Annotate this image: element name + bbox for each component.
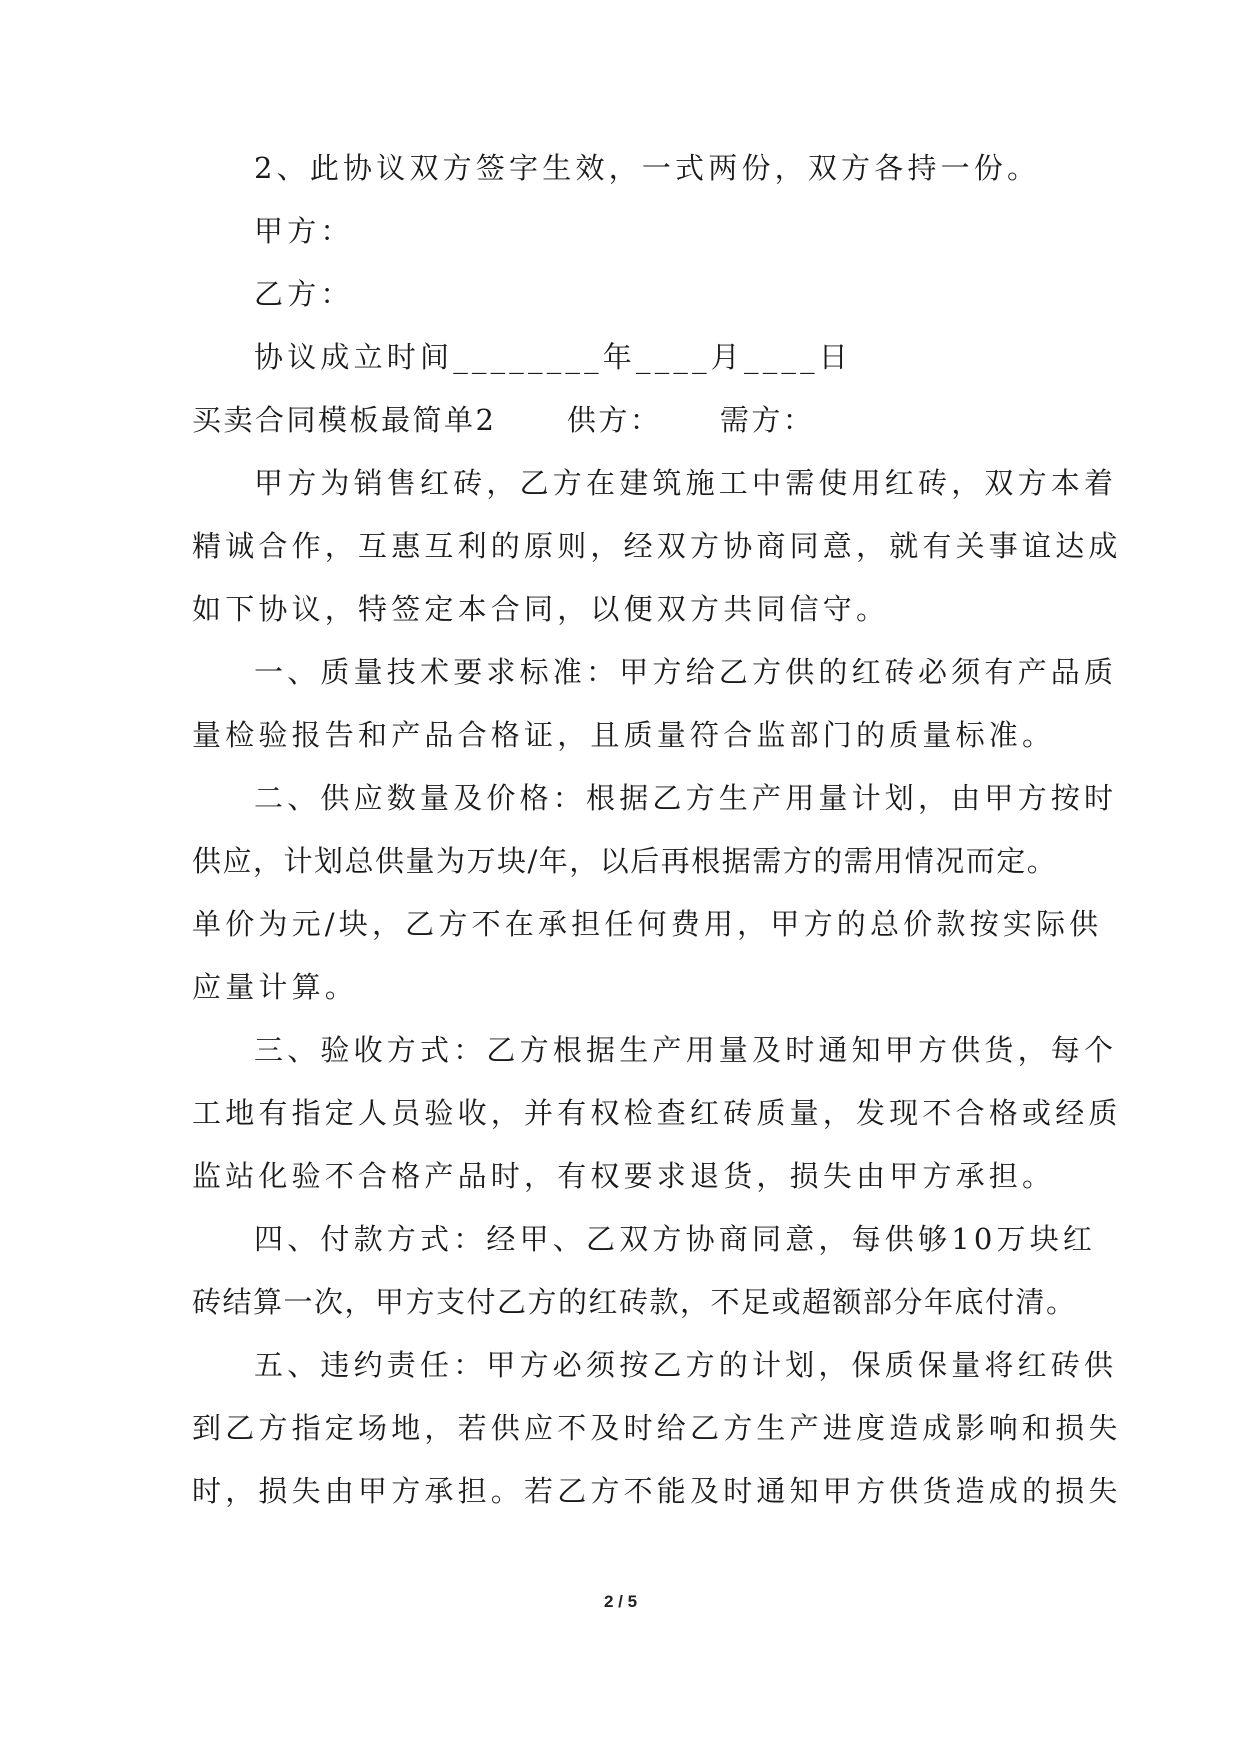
paragraph-line: 应量计算。 (192, 970, 359, 1004)
paragraph-line: 2、此协议双方签字生效，一式两份，双方各持一份。 (254, 151, 1041, 185)
paragraph-line: 砖结算一次，甲方支付乙方的红砖款，不足或超额部分年底付清。 (192, 1285, 1077, 1319)
party-a-label: 甲方： (254, 214, 354, 248)
paragraph-line: 供应，计划总供量为万块/年，以后再根据需方的需用情况而定。 (192, 844, 1058, 878)
contract-title: 买卖合同模板最简单2 (192, 403, 497, 437)
paragraph-line: 到乙方指定场地，若供应不及时给乙方生产进度造成影响和损失 (192, 1411, 1122, 1445)
paragraph-line: 四、付款方式：经甲、乙双方协商同意，每供够10万块红 (254, 1222, 1097, 1256)
paragraph-line: 一、质量技术要求标准：甲方给乙方供的红砖必须有产品质 (254, 655, 1118, 689)
paragraph-line: 时，损失由甲方承担。若乙方不能及时通知甲方供货造成的损失 (192, 1474, 1122, 1508)
paragraph-line: 精诚合作，互惠互利的原则，经双方协商同意，就有关事谊达成 (192, 529, 1122, 563)
buyer-label: 需方： (719, 403, 815, 437)
paragraph-line: 如下协议，特签定本合同，以便双方共同信守。 (192, 592, 890, 626)
contract-heading (192, 400, 814, 440)
page-number: 2 / 5 (603, 1592, 638, 1611)
supplier-label: 供方： (566, 403, 662, 437)
paragraph-line: 二、供应数量及价格：根据乙方生产用量计划，由甲方按时 (254, 781, 1118, 815)
paragraph-line: 三、验收方式：乙方根据生产用量及时通知甲方供货，每个 (254, 1033, 1118, 1067)
paragraph-line: 甲方为销售红砖，乙方在建筑施工中需使用红砖，双方本着 (254, 466, 1118, 500)
party-b-label: 乙方： (254, 277, 354, 311)
paragraph-line: 五、违约责任：甲方必须按乙方的计划，保质保量将红砖供 (254, 1348, 1118, 1382)
agreement-date-line: 协议成立时间________年____月____日 (254, 340, 853, 374)
paragraph-line: 监站化验不合格产品时，有权要求退货，损失由甲方承担。 (192, 1159, 1056, 1193)
paragraph-line: 工地有指定人员验收，并有权检查红砖质量，发现不合格或经质 (192, 1096, 1122, 1130)
paragraph-line: 量检验报告和产品合格证，且质量符合监部门的质量标准。 (192, 718, 1056, 752)
paragraph-line: 单价为元/块，乙方不在承担任何费用，甲方的总价款按实际供 (192, 907, 1103, 941)
